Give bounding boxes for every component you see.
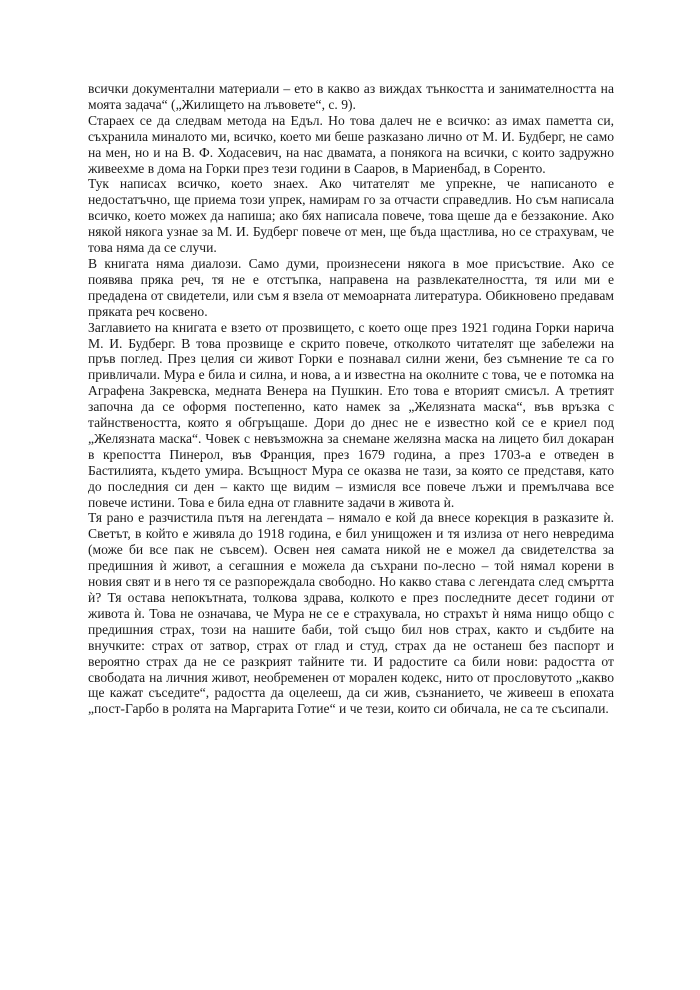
paragraph: всички документални материали – ето в какво аз виждах тънкостта и занимателността на моята задача“ („Жилището на лъвовете“, с. 9). xyxy=(88,81,614,112)
paragraph: Тя рано е разчистила пътя на легендата – нямало е кой да внесе корекция в разказите ѝ. Светът, в който е живяла до 1918 година, е бил унищожен и тя излиза от него невредима (може би все пак не съвсем). Освен нея самата никой не е можел да свидетелства за предишния ѝ живот, а сегашния е можела да съхрани по-лесно – той нямал корени в новия свят и в него тя се разпореждала свободно. Но какво става с легендата след смъртта ѝ? Тя остава непокътната, толкова здрава, колкото е през последните десет години от живота ѝ. Това не означава, че Мура не се е страхувала, но страхът ѝ няма нищо общо с предишния страх, този на нашите баби, той също бил нов страх, както и съдбите на внучките: страх от затвор, страх от глад и студ, страх да не останеш без паспорт и вероятно страх да не се разкрият тайните ти. И радостите са били нови: радостта от свободата на личния живот, необременен от моралeн кодекс, нито от прословутото „какво ще кажат съседите“, радостта да оцелееш, да си жив, съзнанието, че живееш в епохата „пост-Гарбо в ролята на Маргарита Готие“ и че тези, които си обичала, не са те съсипали. xyxy=(88,510,614,717)
paragraph: Стараех се да следвам метода на Едъл. Но това далеч не е всичко: аз имах паметта си, съхранила миналото ми, всичко, което ми беше разказано лично от М. И. Будберг, не само на мен, но и на В. Ф. Ходасевич, на нас двамата, а понякога на всички, с които задружно живеехме в дома на Горки през тези години в Сааров, в Мариенбад, в Соренто. xyxy=(88,112,614,176)
paragraph: Заглавието на книгата е взето от прозвището, с което още през 1921 година Горки нарича М. И. Будберг. В това прозвище е скрито повече, отколкото читателят ще забележи на пръв поглед. През целия си живот Горки е познавал силни жени, без съмнение те са го привличали. Мура е била и силна, и нова, а и известна на околните с това, че е потомка на Аграфена Закревска, медната Венера на Пушкин. Ето това е вторият смисъл. А третият започна да се оформя постепенно, като намек за „Желязната маска“, във връзка с тайнствеността, която я обгръщаше. Дори до днес не е известно кой се е криел под „Желязната маска“. Човек с невъзможна за снемане желязна маска на лицето бил докаран в крепостта Пинерол, във Франция, през 1679 година, а през 1703-а е отведен в Бастилията, където умира. Всъщност Мура се оказва не тази, за която се представя, като до последния си ден – както ще видим – измисля все повече лъжи и премълчава все повече истини. Това е била една от главните задачи в живота ѝ. xyxy=(88,319,614,510)
paragraph: Тук написах всичко, което знаех. Ако читателят ме упрекне, че написаното е недостатъчно, ще приема този упрек, намирам го за отчасти справедлив. Но съм написала всичко, което можех да напиша; ако бях написала повече, това щеше да е беззаконие. Ако някой някога узнае за М. И. Будберг повече от мен, ще бъда щастлива, но се страхувам, че това няма да се случи. xyxy=(88,176,614,256)
paragraph: В книгата няма диалози. Само думи, произнесени някога в мое присъствие. Ако се появява пряка реч, тя не е отстъпка, направена на развлекателността, тя или ми е предадена от свидетели, или съм я взела от мемоарната литература. Обикновено предавам пряката реч косвено. xyxy=(88,255,614,319)
body-text xyxy=(88,81,614,717)
